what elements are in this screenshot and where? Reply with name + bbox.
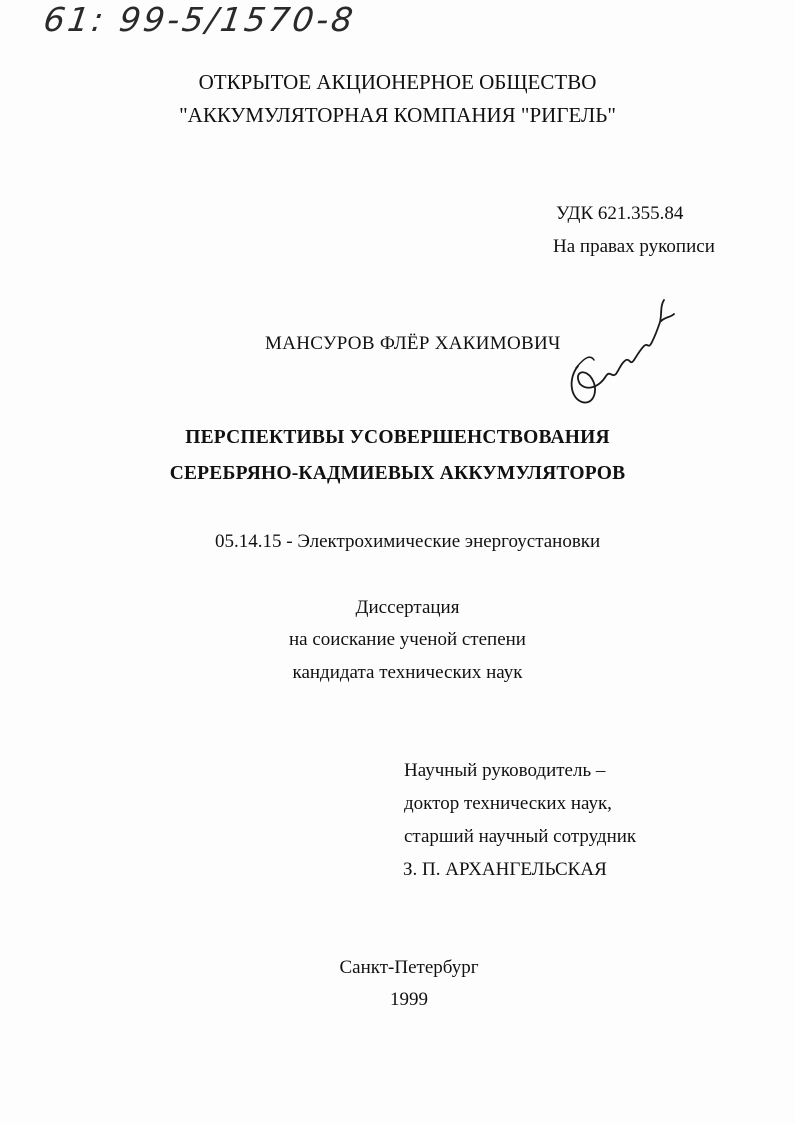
organization-line-1: ОТКРЫТОЕ АКЦИОНЕРНОЕ ОБЩЕСТВО (198, 70, 597, 94)
supervisor-name: З. П. АРХАНГЕЛЬСКАЯ (403, 859, 607, 880)
degree-line-3: кандидата технических наук (292, 662, 523, 683)
signature-icon (560, 288, 680, 410)
degree-line-1: Диссертация (355, 597, 460, 618)
city: Санкт-Петербург (339, 957, 479, 978)
organization-line-2: "АККУМУЛЯТОРНАЯ КОМПАНИЯ "РИГЕЛЬ" (179, 103, 616, 127)
dissertation-title-line-2: СЕРЕБРЯНО-КАДМИЕВЫХ АККУМУЛЯТОРОВ (169, 463, 626, 484)
year: 1999 (390, 989, 428, 1010)
author-name: МАНСУРОВ ФЛЁР ХАКИМОВИЧ (265, 333, 561, 354)
manuscript-rights: На правах рукописи (553, 236, 715, 257)
udc-code: УДК 621.355.84 (556, 203, 684, 224)
supervisor-role: Научный руководитель – (404, 760, 606, 781)
archive-number: 61: 99-5/1570-8 (41, 0, 359, 39)
dissertation-title-line-1: ПЕРСПЕКТИВЫ УСОВЕРШЕНСТВОВАНИЯ (185, 427, 610, 448)
degree-line-2: на соискание ученой степени (289, 629, 526, 650)
supervisor-degree: доктор технических наук, (404, 793, 612, 814)
supervisor-position: старший научный сотрудник (404, 826, 637, 847)
specialty-code: 05.14.15 - Электрохимические энергоустановки (215, 531, 601, 552)
